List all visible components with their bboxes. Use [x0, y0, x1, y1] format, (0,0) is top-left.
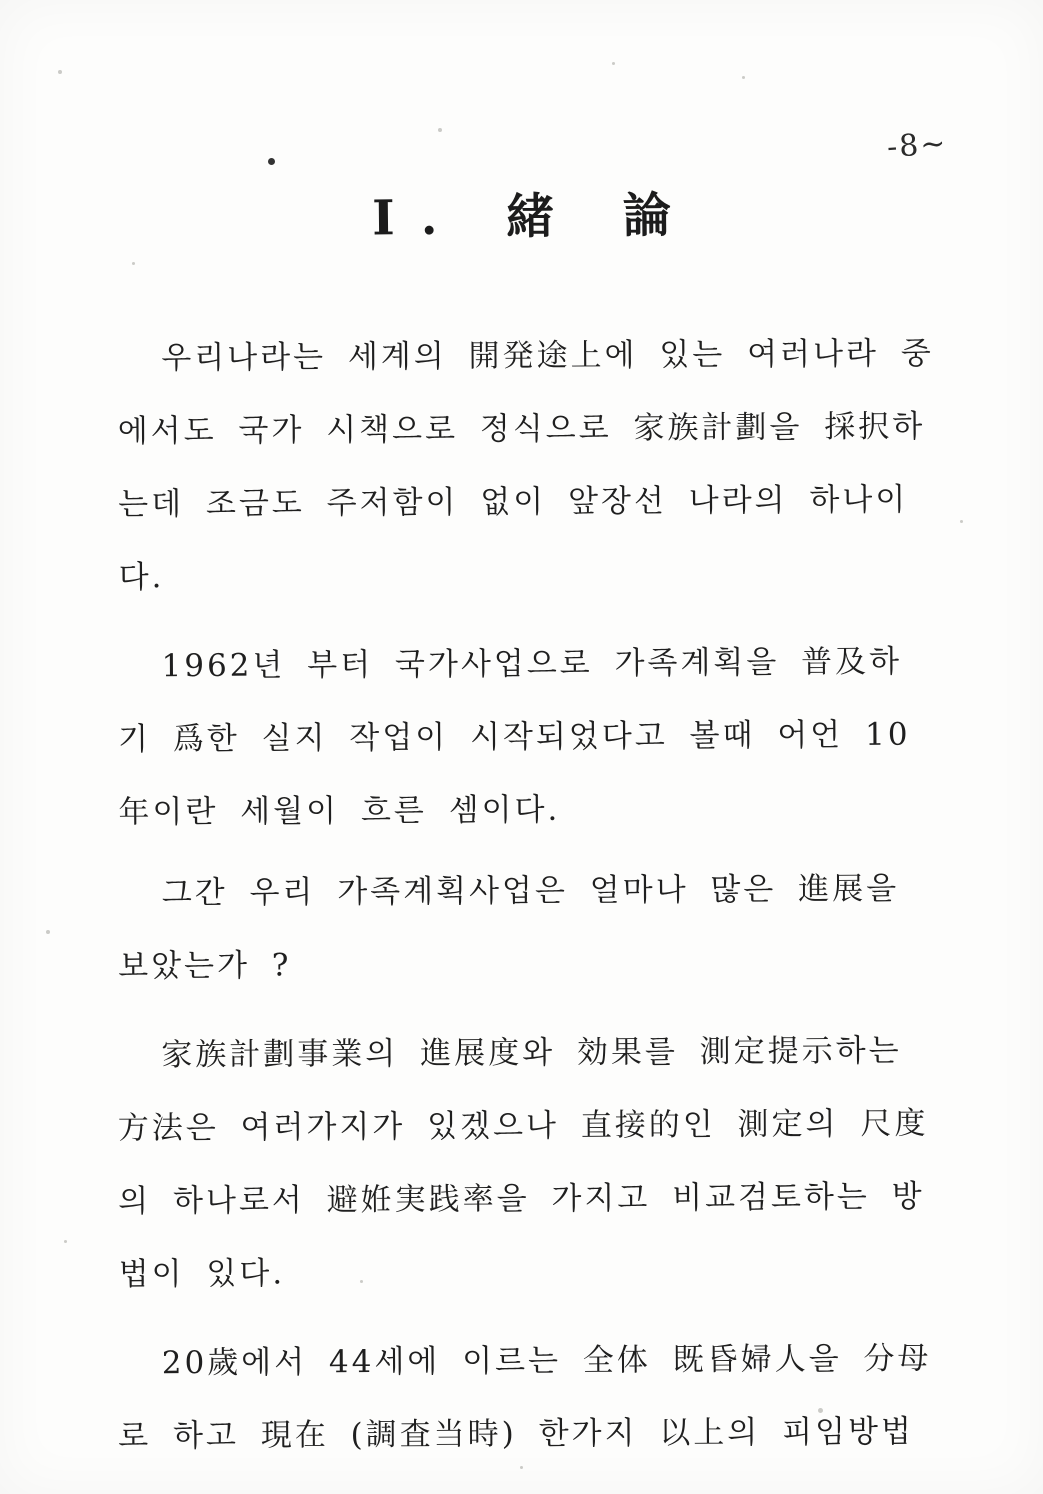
scan-speck — [46, 930, 50, 934]
scan-speck — [742, 76, 745, 79]
paragraph: 家族計劃事業의 進展度와 効果를 測定提示하는 方法은 여러가지가 있겠으나 直接的인 測定의 尺度의 하나로서 避姙実践率을 가지고 비교검토하는 방법이 있다. — [117, 1032, 929, 1293]
paragraph: 우리나라는 세계의 開発途上에 있는 여러나라 중에서도 국가 시책으로 정식으로 家族計劃을 採択하는데 조금도 주저함이 없이 앞장선 나라의 하나이다. — [117, 335, 934, 596]
body-text — [118, 320, 935, 1487]
scan-speck — [960, 520, 963, 523]
scan-speck — [612, 62, 615, 65]
scan-speck — [64, 1240, 67, 1243]
page-title: I. 緒 論 — [371, 187, 698, 247]
scan-speck — [58, 70, 62, 74]
scan-speck — [132, 262, 135, 265]
paragraph: 20歲에서 44세에 이르는 全体 既昏婦人을 分母로 하고 現在 (調査当時) 한가지 以上의 피임방법 — [118, 1340, 932, 1455]
paragraph: 1962년 부터 국가사업으로 가족계획을 普及하기 爲한 실지 작업이 시작되었다고 볼때 어언 10年이란 세월이 흐른 셈이다. — [117, 643, 911, 831]
ink-dot — [268, 158, 275, 165]
page-number: -8~ — [885, 125, 949, 166]
paragraph: 그간 우리 가족계획사업은 얼마나 많은 進展을 보았는가 ? — [118, 870, 900, 985]
scan-speck — [438, 128, 442, 132]
